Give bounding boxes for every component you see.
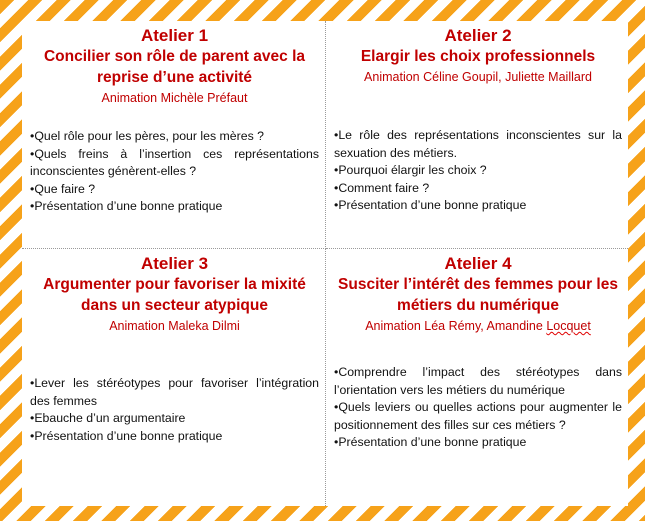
atelier-3-title: Argumenter pour favoriser la mixité dans un secteur atypique <box>43 276 306 314</box>
atelier-3-cell <box>22 249 326 506</box>
atelier-4-animation <box>334 317 622 335</box>
list-item: • Comprendre l’impact des stéréotypes dans l’orientation vers les métiers du numérique <box>334 364 622 399</box>
list-item: • Quels leviers ou quelles actions pour augmenter le positionnement des filles sur ces métiers ? <box>334 399 622 434</box>
atelier-3-header <box>30 254 319 335</box>
atelier-3-label: Atelier 3 <box>140 254 209 273</box>
list-item: • Présentation d’une bonne pratique <box>30 198 319 216</box>
atelier-2-title: Elargir les choix professionnels <box>360 48 596 65</box>
list-item: • Présentation d’une bonne pratique <box>334 434 622 452</box>
list-item: • Quels freins à l’insertion ces représentations inconscientes génèrent-elles ? <box>30 146 319 181</box>
atelier-1-animation: Animation Michèle Préfaut <box>101 91 248 105</box>
workshop-grid <box>22 21 628 506</box>
list-item: • Le rôle des représentations inconscientes sur la sexuation des métiers. <box>334 127 622 162</box>
atelier-1-header <box>30 26 319 107</box>
atelier-1-title: Concilier son rôle de parent avec la reprise d’une activité <box>43 48 305 86</box>
list-item: • Présentation d’une bonne pratique <box>30 428 319 446</box>
list-item: • Présentation d’une bonne pratique <box>334 197 622 215</box>
list-item: • Lever les stéréotypes pour favoriser l’intégration des femmes <box>30 375 319 410</box>
atelier-2-label: Atelier 2 <box>444 26 512 45</box>
atelier-4-cell <box>326 249 628 506</box>
atelier-2-animation: Animation Céline Goupil, Juliette Maillard <box>364 70 592 84</box>
atelier-4-animation-prefix: Animation Léa Rémy, Amandine <box>365 319 547 333</box>
list-item: • Pourquoi élargir les choix ? <box>334 162 622 180</box>
atelier-1-label: Atelier 1 <box>140 26 209 45</box>
spellcheck-flagged-word: Locquet <box>546 319 591 333</box>
list-item: • Que faire ? <box>30 181 319 199</box>
atelier-3-list <box>30 375 319 445</box>
atelier-2-header <box>334 26 622 86</box>
atelier-4-header <box>334 254 622 335</box>
list-item: • Ebauche d’un argumentaire <box>30 410 319 428</box>
atelier-3-animation: Animation Maleka Dilmi <box>109 319 240 333</box>
list-item: • Quel rôle pour les pères, pour les mères ? <box>30 128 319 146</box>
atelier-2-cell <box>326 21 628 249</box>
atelier-1-list <box>30 128 319 216</box>
atelier-4-label: Atelier 4 <box>444 254 512 273</box>
atelier-4-list <box>334 364 622 452</box>
atelier-4-title: Susciter l’intérêt des femmes pour les métiers du numérique <box>338 276 618 314</box>
atelier-1-cell <box>22 21 326 249</box>
atelier-2-list <box>334 127 622 215</box>
list-item: • Comment faire ? <box>334 180 622 198</box>
